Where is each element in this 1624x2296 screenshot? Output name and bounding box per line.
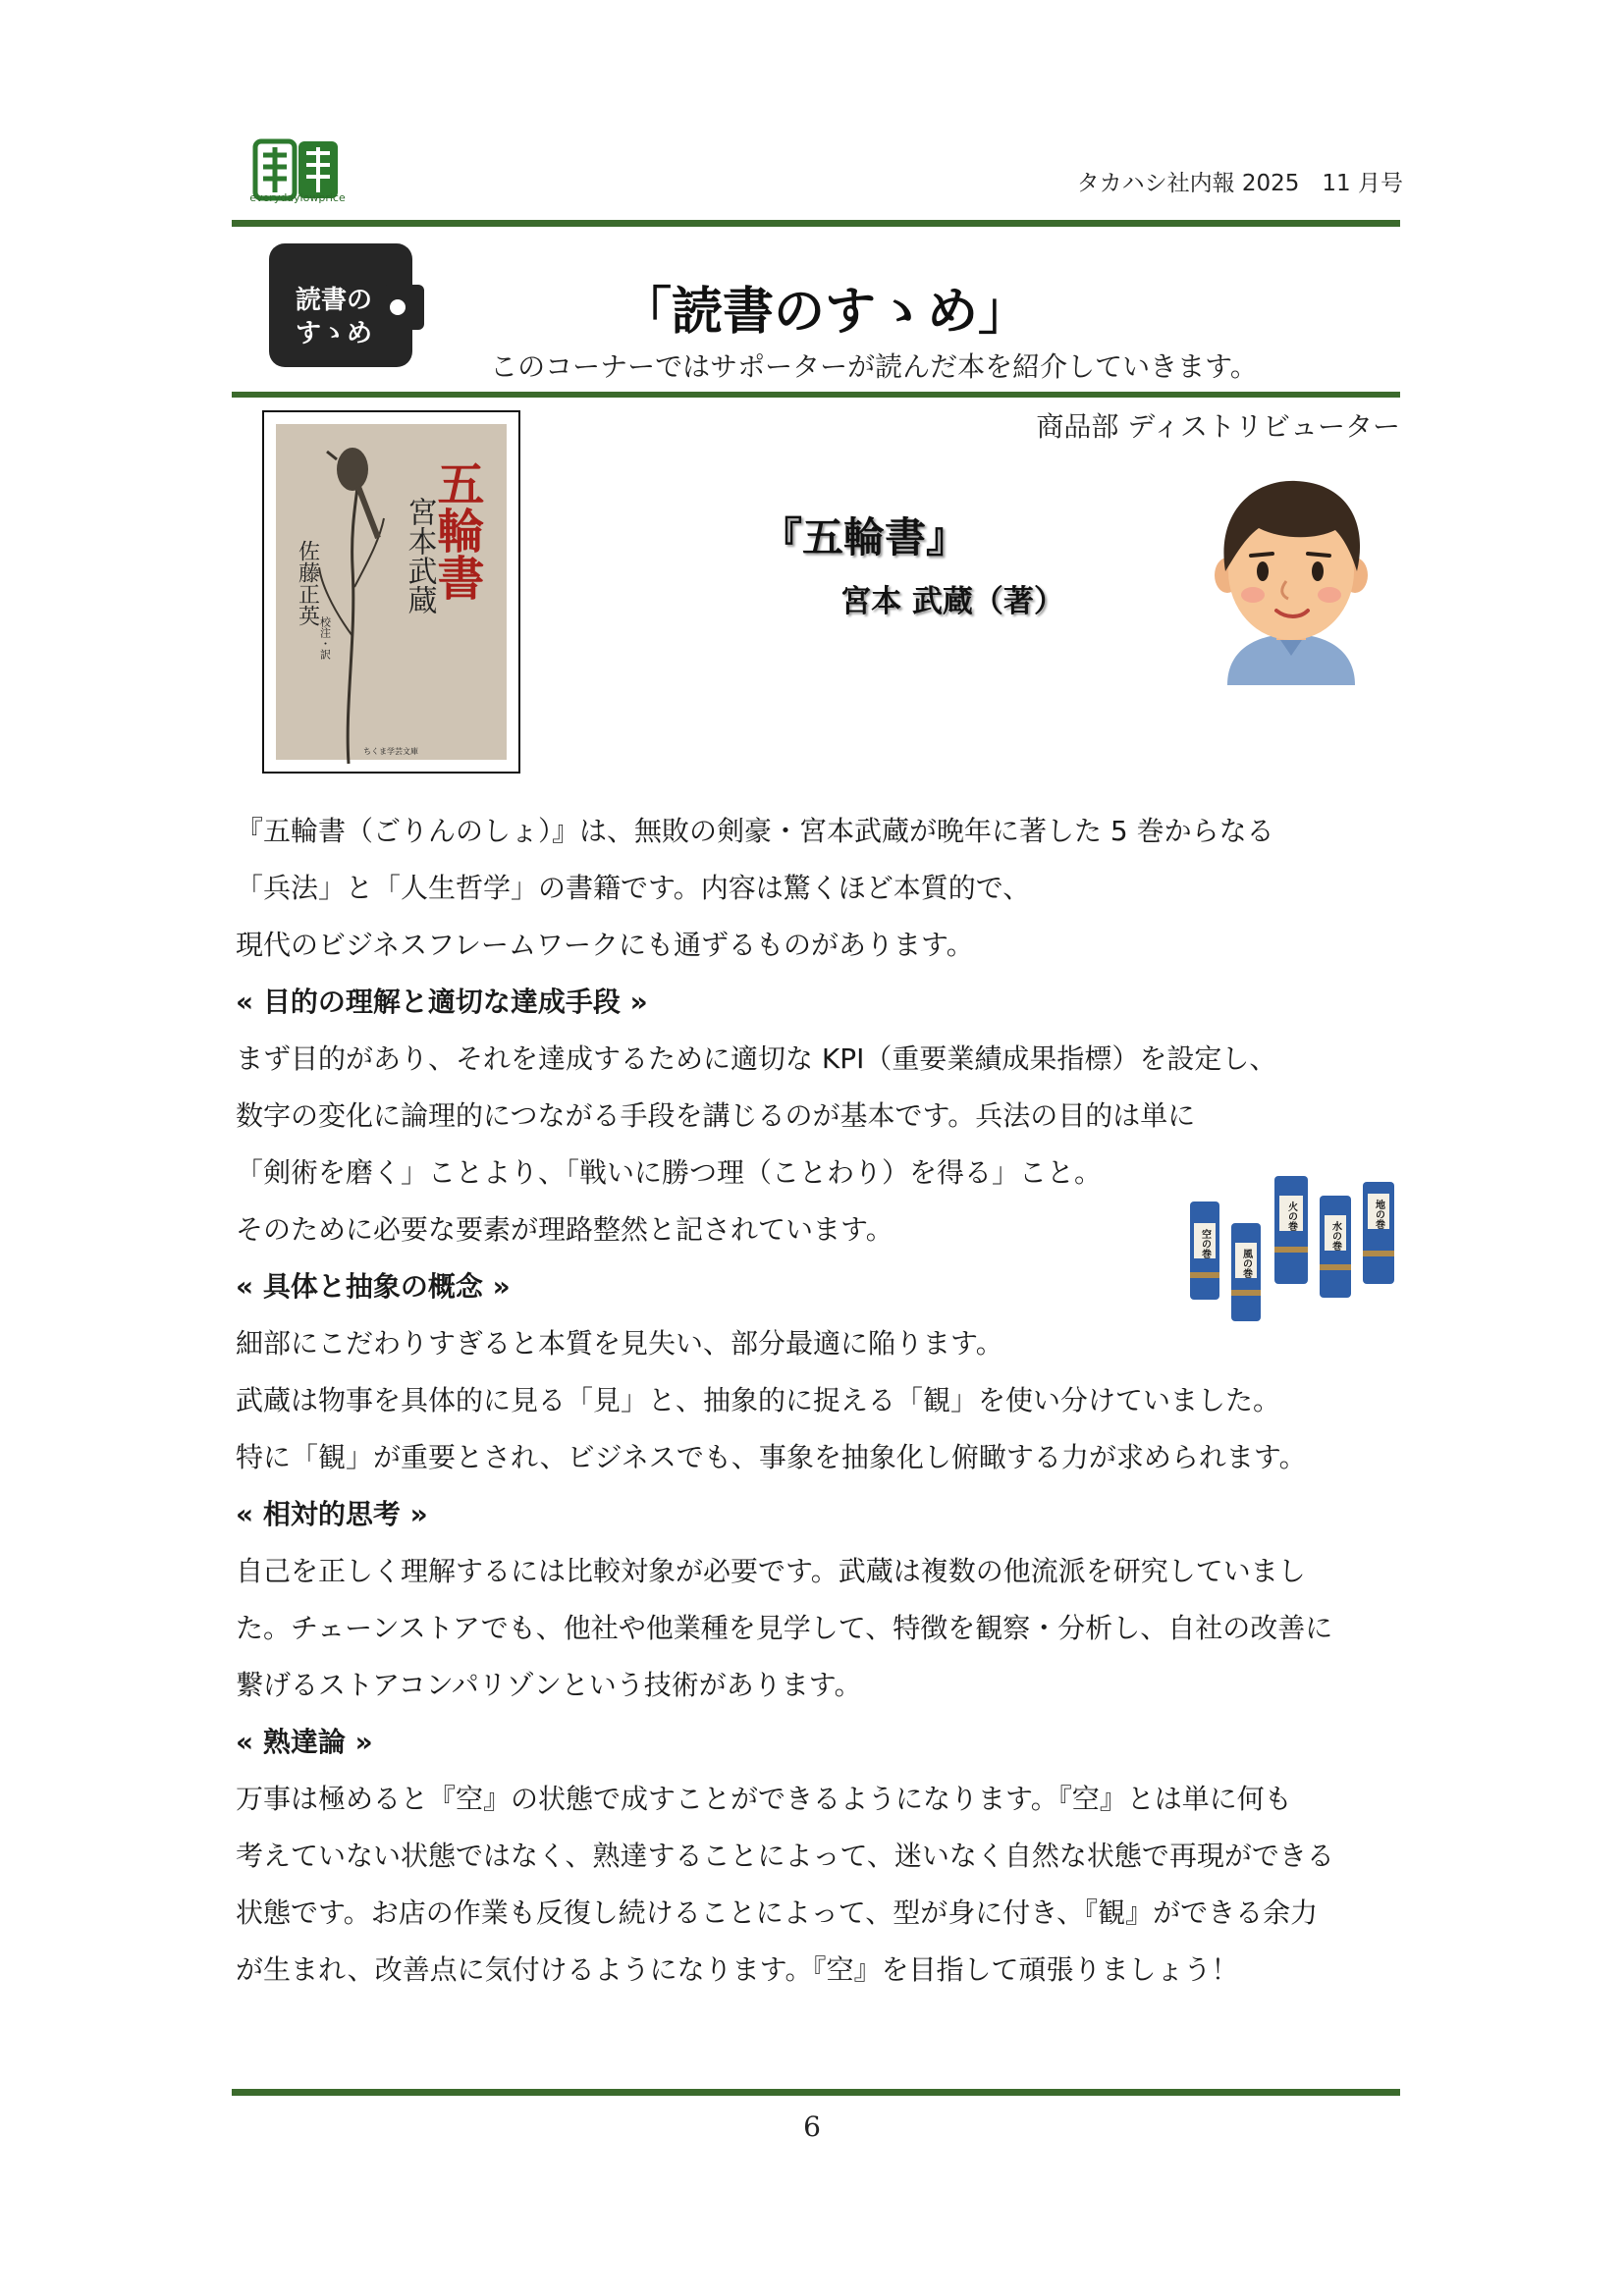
body-line: 『五輪書（ごりんのしょ）』は、無敗の剣豪・宮本武蔵が晩年に著した 5 巻からなる [236, 815, 1274, 847]
author-portrait-illustration [1208, 469, 1375, 685]
issue-label: タカハシ社内報 2025 11 月号 [1076, 171, 1403, 196]
footer-rule [232, 2089, 1400, 2096]
section-heading: « 熟達論 » [236, 1726, 373, 1758]
body-line: 自己を正しく理解するには比較対象が必要です。武蔵は複数の他流派を研究していまし [236, 1555, 1306, 1587]
reading-corner-badge [267, 241, 426, 369]
body-line: 万事は極めると『空』の状態で成すことができるようになります。『空』とは単に何も [236, 1783, 1292, 1815]
corner-title: 「読書のすゝめ」 [620, 283, 1029, 342]
scroll-label-2: 火の巻 [1285, 1201, 1297, 1231]
body-line: 「兵法」と「人生哲学」の書籍です。内容は驚くほど本質的で、 [236, 872, 1031, 904]
logo-subtext: everydaylowprice [249, 191, 346, 204]
scroll-label-3: 水の巻 [1329, 1221, 1341, 1251]
scroll-label-0: 空の巻 [1199, 1229, 1211, 1258]
body-line: 細部にこだわりすぎると本質を見失い、部分最適に陥ります。 [236, 1327, 1003, 1360]
body-line: まず目的があり、それを達成するために適切な KPI（重要業績成果指標）を設定し、 [236, 1042, 1277, 1075]
cover-publisher: ちくま学芸文庫 [363, 747, 418, 756]
cover-title: 五輪書 [429, 459, 484, 601]
body-line: 「剣術を磨く」ことより、「戦いに勝つ理（ことわり）を得る」こと。 [236, 1156, 1103, 1189]
section-heading: « 具体と抽象の概念 » [236, 1270, 511, 1303]
body-line: そのために必要な要素が理路整然と記されています。 [236, 1213, 893, 1246]
body-line: た。チェーンストアでも、他社や他業種を見学して、特徴を観察・分析し、自社の改善に [236, 1612, 1333, 1644]
scroll-label-4: 地の巻 [1373, 1200, 1384, 1229]
section-heading: « 相対的思考 » [236, 1498, 428, 1530]
article-body [236, 803, 1404, 1999]
cover-editor-note: 校注・訳 [318, 616, 332, 660]
page-number: 6 [803, 2110, 821, 2143]
body-line: 特に「観」が重要とされ、ビジネスでも、事象を抽象化し俯瞰する力が求められます。 [236, 1441, 1307, 1473]
body-line: 数字の変化に論理的につながる手段を講じるのが基本です。兵法の目的は単に [236, 1099, 1196, 1132]
badge-line2: すゝめ [295, 319, 373, 348]
section-rule [232, 392, 1400, 398]
badge-line1: 読書の [295, 286, 373, 315]
cover-author: 宮本武蔵 [402, 497, 437, 614]
body-line: 現代のビジネスフレームワークにも通ずるものがあります。 [236, 929, 974, 961]
scroll-label-1: 風の巻 [1240, 1249, 1252, 1278]
body-line: 考えていない状態ではなく、熟達することによって、迷いなく自然な状態で再現ができる [236, 1840, 1334, 1872]
book-title: 『五輪書』 [760, 513, 967, 561]
department-label: 商品部 ディストリビューター [1036, 410, 1400, 443]
section-heading: « 目的の理解と適切な達成手段 » [236, 986, 648, 1018]
body-line: 繋げるストアコンパリゾンという技術があります。 [236, 1669, 862, 1701]
cover-editor: 佐藤正英 [295, 540, 320, 626]
corner-subtitle: このコーナーではサポーターが読んだ本を紹介していきます。 [490, 350, 1258, 383]
header-rule [232, 220, 1400, 227]
body-line: が生まれ、改善点に気付けるようになります。『空』を目指して頑張りましょう！ [236, 1953, 1239, 1986]
book-cover [262, 410, 520, 774]
body-line: 状態です。お店の作業も反復し続けることによって、型が身に付き、『観』ができる余力 [236, 1896, 1319, 1929]
book-author: 宮本 武蔵（著） [840, 584, 1064, 619]
body-line: 武蔵は物事を具体的に見る「見」と、抽象的に捉える「観」を使い分けていました。 [236, 1384, 1281, 1416]
